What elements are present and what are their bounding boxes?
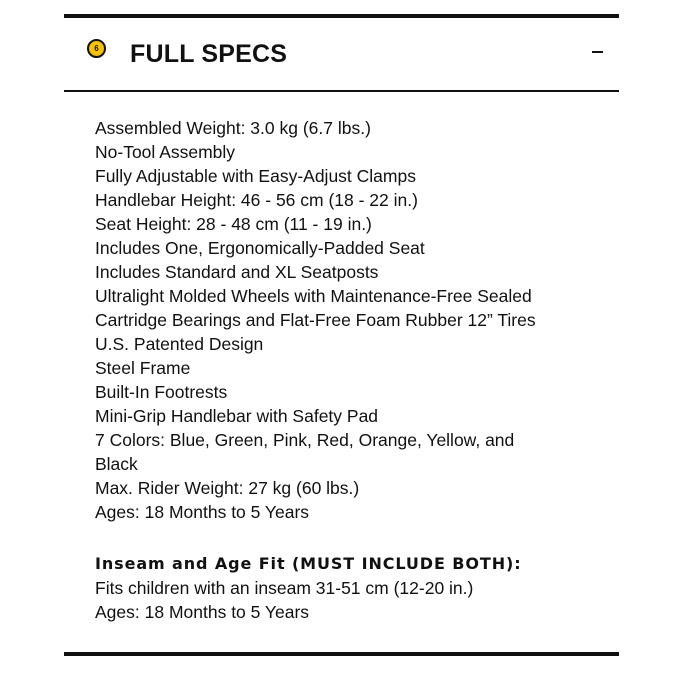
collapse-button[interactable] bbox=[585, 40, 609, 64]
spec-item: Ultralight Molded Wheels with Maintenance-Free Sealed bbox=[95, 286, 532, 306]
spec-list bbox=[95, 116, 595, 524]
spec-item: 7 Colors: Blue, Green, Pink, Red, Orange, Yellow, and bbox=[95, 430, 515, 450]
minus-icon bbox=[592, 51, 603, 53]
spec-item: Assembled Weight: 3.0 kg (6.7 lbs.) bbox=[95, 118, 371, 138]
spec-item: Includes Standard and XL Seatposts bbox=[95, 262, 379, 282]
fit-inseam: Fits children with an inseam 31-51 cm (12-20 in.) bbox=[95, 578, 474, 598]
header-divider bbox=[64, 90, 619, 92]
fit-section bbox=[95, 552, 615, 624]
spec-item: Mini-Grip Handlebar with Safety Pad bbox=[95, 406, 379, 426]
spec-item: Built-In Footrests bbox=[95, 382, 228, 402]
spec-item: Seat Height: 28 - 48 cm (11 - 19 in.) bbox=[95, 214, 372, 234]
fit-heading: Inseam and Age Fit (MUST INCLUDE BOTH): bbox=[95, 554, 522, 573]
spec-item: Black bbox=[95, 454, 138, 474]
spec-item: No-Tool Assembly bbox=[95, 142, 236, 162]
spec-item: Max. Rider Weight: 27 kg (60 lbs.) bbox=[95, 478, 360, 498]
spec-item: Handlebar Height: 46 - 56 cm (18 - 22 in.) bbox=[95, 190, 418, 210]
spec-item: Steel Frame bbox=[95, 358, 191, 378]
accordion-header[interactable] bbox=[64, 18, 619, 90]
section-title: FULL SPECS bbox=[130, 40, 288, 68]
fit-ages: Ages: 18 Months to 5 Years bbox=[95, 602, 310, 622]
spec-item: Cartridge Bearings and Flat-Free Foam Rubber 12” Tires bbox=[95, 310, 536, 330]
section-number-badge: 6 bbox=[87, 39, 106, 58]
spec-item: Includes One, Ergonomically-Padded Seat bbox=[95, 238, 425, 258]
spec-item: Fully Adjustable with Easy-Adjust Clamps bbox=[95, 166, 416, 186]
bottom-divider bbox=[64, 652, 619, 656]
spec-item: U.S. Patented Design bbox=[95, 334, 264, 354]
spec-item: Ages: 18 Months to 5 Years bbox=[95, 502, 310, 522]
